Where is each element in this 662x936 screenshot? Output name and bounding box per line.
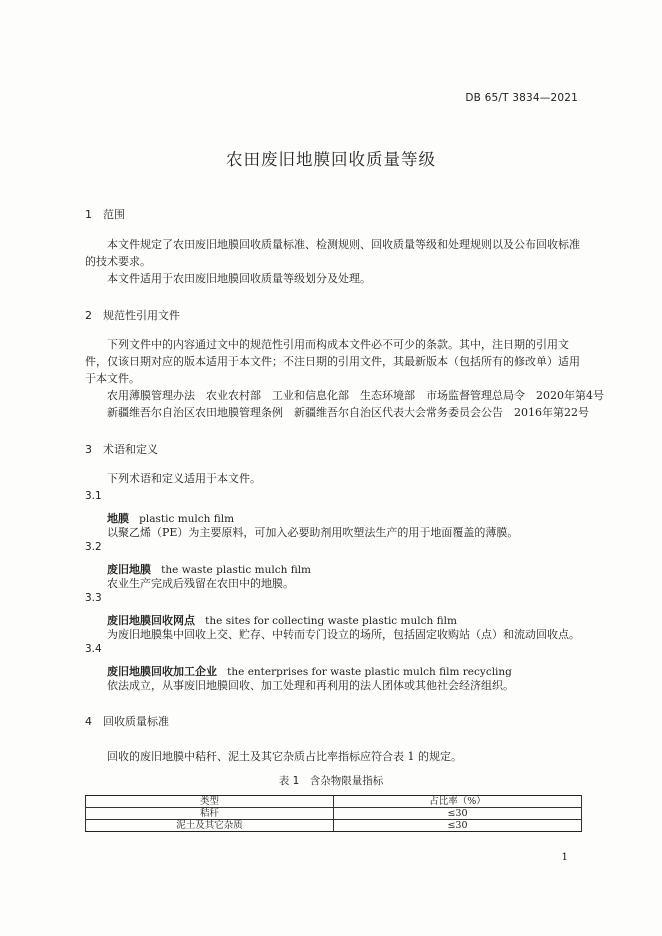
table-cell: ≤30 (334, 808, 582, 820)
impurity-limits-table (85, 795, 582, 832)
table-row (86, 808, 582, 820)
section-4-heading (85, 713, 169, 729)
term-number: 3.4 (85, 643, 102, 655)
table-row (86, 820, 582, 832)
term-chinese: 废旧地膜回收加工企业 (107, 665, 217, 678)
section-number: 1 (85, 208, 92, 221)
term-number: 3.3 (85, 592, 102, 604)
term-english: the sites for collecting waste plastic mulch film (205, 615, 457, 627)
section-title: 术语和定义 (103, 443, 158, 456)
table-header-cell: 类型 (86, 796, 334, 808)
term-chinese: 废旧地膜 (107, 563, 151, 576)
section-2-heading (85, 307, 180, 323)
reference-item: 农用薄膜管理办法 农业农村部 工业和信息化部 生态环境部 市场监督管理总局令 2020年第4号 (107, 389, 604, 402)
table-cell: 秸秆 (86, 808, 334, 820)
section-1-heading (85, 206, 125, 222)
section-title: 回收质量标准 (103, 715, 169, 728)
term-definition: 以聚乙烯（PE）为主要原料，可加入必要助剂用吹塑法生产的用于地面覆盖的薄膜。 (107, 526, 519, 539)
standard-code: DB 65/T 3834—2021 (465, 92, 578, 104)
table-header-row (86, 796, 582, 808)
term-number: 3.1 (85, 490, 102, 502)
terms-intro: 下列术语和定义适用于本文件。 (107, 472, 261, 485)
scope-paragraph-2: 本文件适用于农田废旧地膜回收质量等级划分及处理。 (107, 272, 371, 285)
reference-item: 新疆维吾尔自治区农田地膜管理条例 新疆维吾尔自治区代表大会常务委员会公告 2016年第22号 (107, 406, 589, 419)
table-cell: ≤30 (334, 820, 582, 832)
term-english: the enterprises for waste plastic mulch film recycling (227, 666, 512, 678)
section-title: 范围 (103, 208, 125, 221)
scope-paragraph-1: 本文件规定了农田废旧地膜回收质量标准、检测规则、回收质量等级和处理规则以及公布回收标准的技术要求。 (85, 238, 580, 268)
references-intro: 下列文件中的内容通过文中的规范性引用而构成本文件必不可少的条款。其中，注日期的引用文件，仅该日期对应的版本适用于本文件；不注日期的引用文件，其最新版本（包括所有的修改单）适用于本文件。 (85, 338, 580, 385)
table-caption: 表 1 含杂物限量指标 (278, 775, 384, 787)
term-english: plastic mulch film (139, 513, 235, 525)
term-definition: 依法成立，从事废旧地膜回收、加工处理和再利用的法人团体或其他社会经济组织。 (107, 679, 514, 692)
table-cell: 泥土及其它杂质 (86, 820, 334, 832)
term-chinese: 地膜 (107, 512, 129, 525)
term-definition: 为废旧地膜集中回收上交、贮存、中转而专门设立的场所，包括固定收购站（点）和流动回收点。 (107, 628, 580, 641)
quality-paragraph: 回收的废旧地膜中秸秆、泥土及其它杂质占比率指标应符合表 1 的规定。 (107, 750, 462, 763)
term-definition: 农业生产完成后残留在农田中的地膜。 (107, 577, 294, 590)
term-chinese: 废旧地膜回收网点 (107, 614, 195, 627)
section-number: 3 (85, 443, 92, 456)
section-number: 2 (85, 309, 92, 322)
page-number: 1 (561, 851, 568, 863)
document-title: 农田废旧地膜回收质量等级 (226, 150, 436, 169)
section-title: 规范性引用文件 (103, 309, 180, 322)
section-3-heading (85, 441, 158, 457)
table-header-cell: 占比率（%） (334, 796, 582, 808)
section-number: 4 (85, 715, 92, 728)
term-number: 3.2 (85, 541, 102, 553)
term-english: the waste plastic mulch film (161, 564, 312, 576)
